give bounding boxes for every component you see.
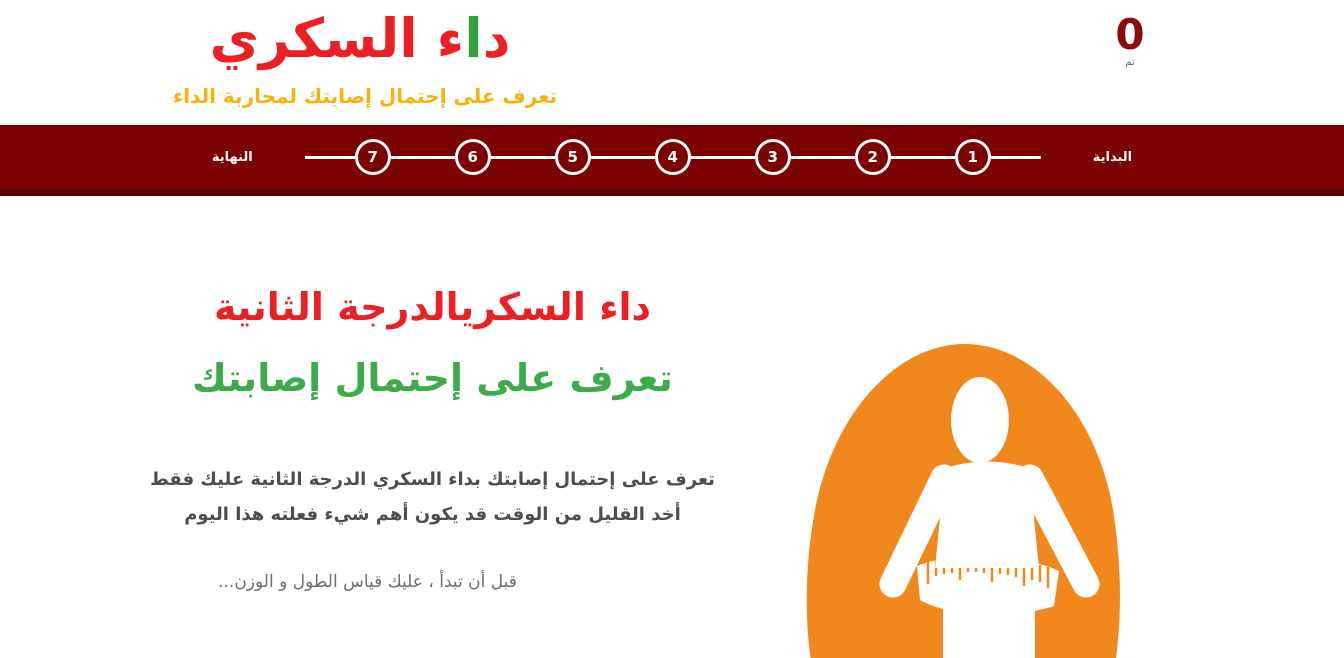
- site-tagline: تعرف على إحتمال إصابتك لمحاربة الداء: [172, 84, 558, 108]
- step-2[interactable]: 2: [855, 139, 891, 175]
- step-1[interactable]: 1: [955, 139, 991, 175]
- step-navbar: [0, 125, 1344, 196]
- page-subtitle: تعرف على إحتمال إصابتك: [192, 356, 673, 400]
- stepper-line: [391, 156, 455, 159]
- score-label: تم: [1125, 57, 1135, 68]
- stepper-line: [591, 156, 655, 159]
- stepper-line: [305, 156, 355, 159]
- progress-stepper: [0, 125, 1344, 189]
- step-3[interactable]: 3: [755, 139, 791, 175]
- stepper-start-label[interactable]: البداية: [1092, 149, 1133, 165]
- score-counter: [1090, 10, 1170, 68]
- stepper-line: [491, 156, 555, 159]
- intro-paragraph: [140, 462, 725, 532]
- stepper-line: [991, 156, 1041, 159]
- step-4[interactable]: 4: [655, 139, 691, 175]
- intro-line-2: أخد القليل من الوقت قد يكون أهم شيء فعلته هذا اليوم: [184, 504, 681, 525]
- step-6[interactable]: 6: [455, 139, 491, 175]
- logo-rest: ء السكري: [209, 7, 465, 70]
- stepper-end-label[interactable]: النهاية: [211, 149, 253, 165]
- stepper-line: [891, 156, 955, 159]
- page-title: داء السكريالدرجة الثانية: [213, 285, 652, 329]
- intro-line-1: تعرف على إحتمال إصابتك بداء السكري الدرجة الثانية عليك فقط: [150, 469, 715, 490]
- site-logo-title: [150, 0, 570, 78]
- step-7[interactable]: 7: [355, 139, 391, 175]
- logo-letter-alef: ا: [464, 7, 483, 70]
- waist-measure-illustration: [797, 342, 1127, 658]
- measuring-waist-icon: [797, 342, 1127, 658]
- spacer: [253, 157, 305, 158]
- score-value: 0: [1115, 10, 1145, 59]
- pre-start-note: قبل أن تبدأ ، عليك قياس الطول و الوزن...: [218, 572, 517, 592]
- logo-letter-dal: د: [482, 7, 511, 70]
- step-5[interactable]: 5: [555, 139, 591, 175]
- stepper-line: [791, 156, 855, 159]
- stepper-line: [691, 156, 755, 159]
- spacer: [1041, 157, 1093, 158]
